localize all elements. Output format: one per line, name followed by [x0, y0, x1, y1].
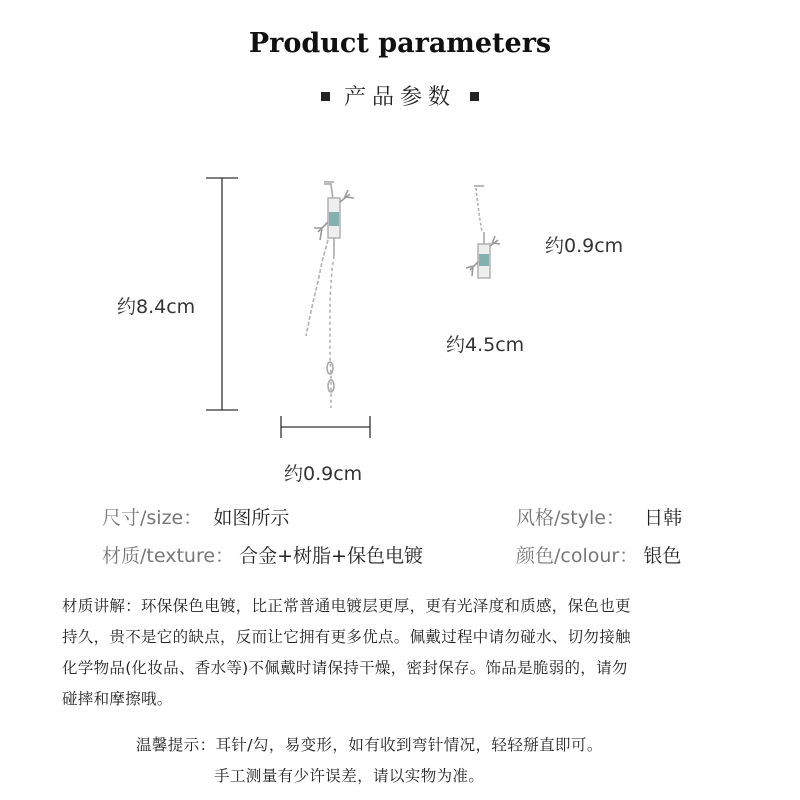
- spec-texture-label: 材质/texture：: [102, 545, 235, 567]
- material-line: 碰摔和摩擦哦。: [62, 690, 173, 708]
- short-earring-image: [466, 186, 500, 278]
- spec-style-label: 风格/style：: [516, 507, 625, 529]
- material-line: 化学物品(化妆品、香水等)不佩戴时请保持干燥，密封保存。饰品是脆弱的，请勿: [62, 659, 628, 677]
- spec-colour-value: 银色: [643, 545, 682, 567]
- spec-size-label: 尺寸/size：: [102, 507, 203, 529]
- tip-line-1: 温馨提示：耳针/勾，易变形，如有收到弯针情况，轻轻掰直即可。: [136, 736, 603, 754]
- tip-line-2: 手工测量有少许误差，请以实物为准。: [214, 767, 485, 785]
- long-width-label: 约0.9cm: [284, 463, 363, 485]
- height-dimension-line: [206, 178, 238, 410]
- short-width-label: 约0.9cm: [545, 235, 624, 257]
- spec-size: [102, 503, 289, 530]
- page-title: Product parameters: [248, 28, 552, 59]
- spec-texture-value: 合金+树脂+保色电镀: [239, 545, 423, 567]
- width-dimension-line: [281, 416, 370, 438]
- spec-style: [516, 503, 682, 530]
- spec-colour: [516, 541, 681, 568]
- spec-style-value: 日韩: [644, 507, 683, 529]
- material-line: 材质讲解：环保保色电镀，比正常普通电镀层更厚，更有光泽度和质感，保色也更: [62, 597, 631, 615]
- short-length-label: 约4.5cm: [446, 334, 525, 356]
- spec-texture: [102, 541, 423, 568]
- long-length-label: 约8.4cm: [117, 296, 196, 318]
- subtitle-text: 产品参数: [343, 85, 456, 110]
- material-description: [62, 591, 752, 715]
- spec-size-value: 如图所示: [213, 507, 290, 529]
- material-line: 持久，贵不是它的缺点，反而让它拥有更多优点。佩戴过程中请勿碰水、切勿接触: [62, 628, 631, 646]
- spec-colour-label: 颜色/colour：: [516, 545, 639, 567]
- long-earring-image: [306, 182, 354, 408]
